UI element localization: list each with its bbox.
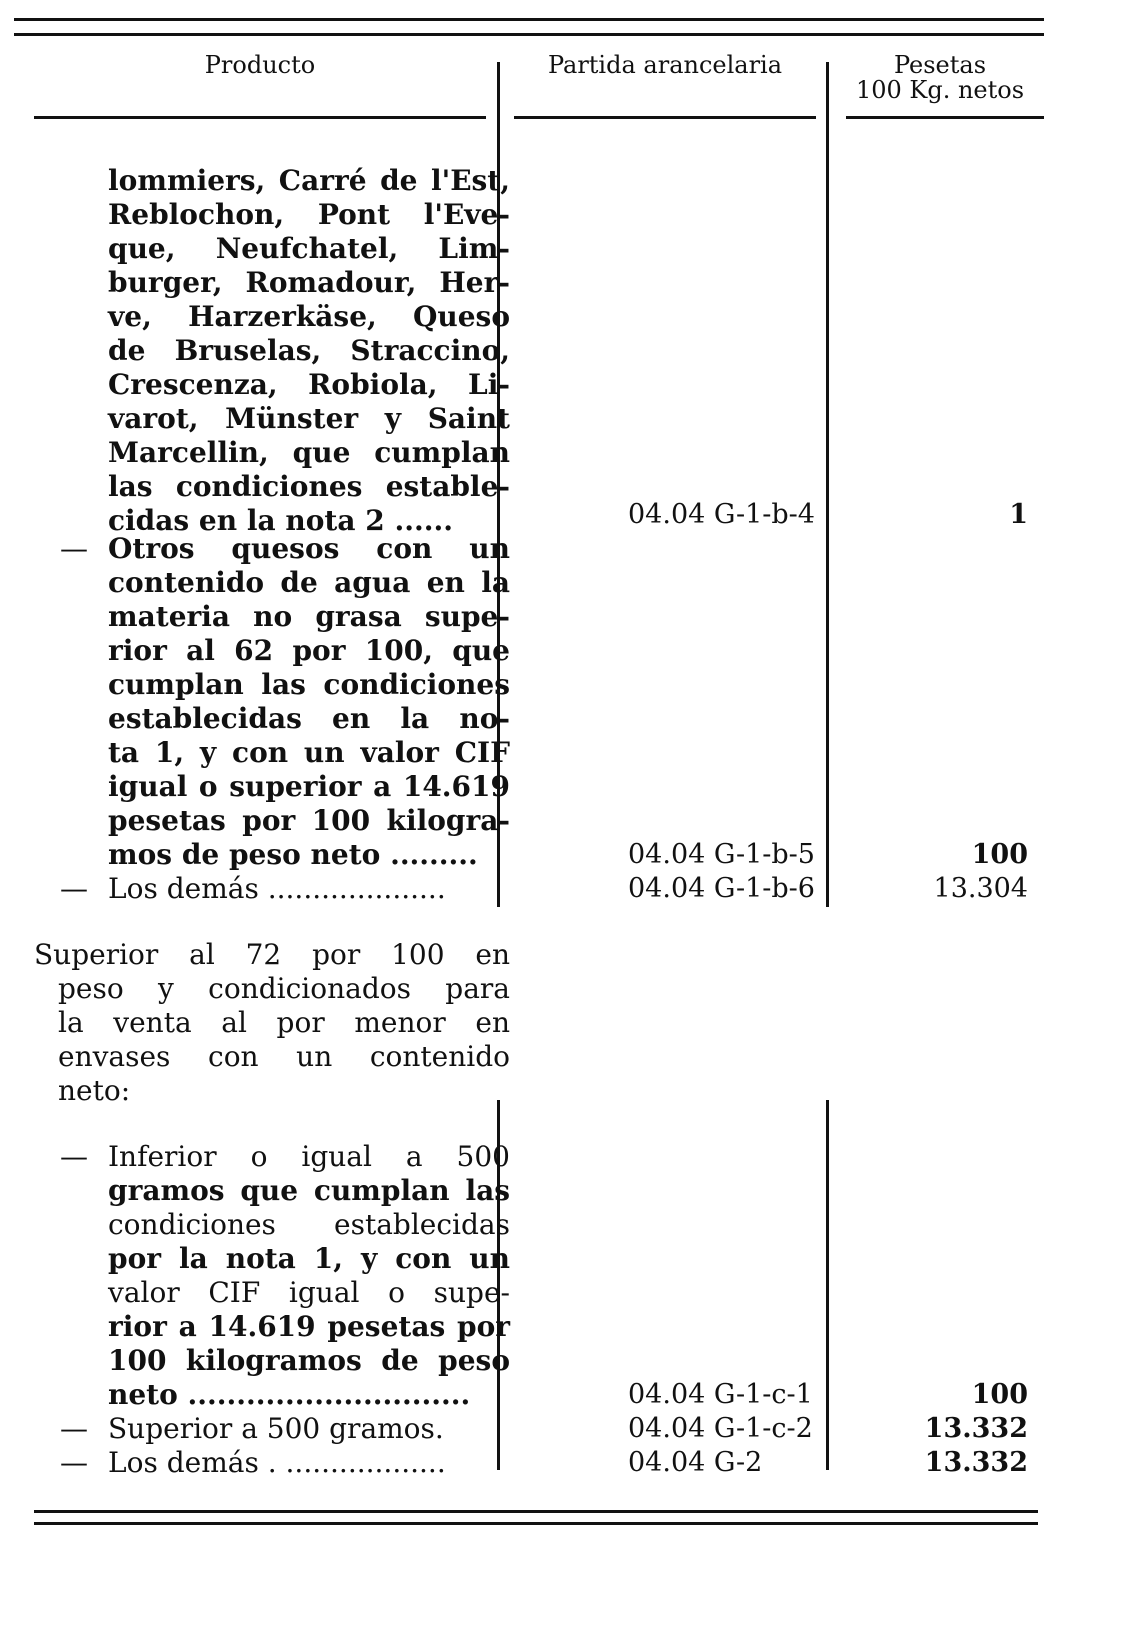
top-rule-2 [14,33,1044,36]
block4-line: peso y condicionados para [58,972,510,1005]
block6-text [60,1412,510,1446]
block5-line: neto ............................. [108,1378,471,1411]
bottom-rule-1 [34,1510,1038,1513]
block1-tariff: 04.04 G-1-b-4 [628,499,815,530]
block5-line: por la nota 1, y con un [108,1242,510,1275]
block5-value: 100 [971,1379,1028,1410]
block2-dash: — [60,532,88,565]
block3-value: 13.304 [933,873,1028,904]
header-pesetas-1: Pesetas [893,51,987,79]
header-underline-pesetas [846,116,1044,119]
block7-line: Los demás . .................. [108,1446,446,1479]
header-underline-product [34,116,486,119]
block1-line: Marcellin, que cumplan [108,436,510,469]
block4-line: Superior al 72 por 100 en [34,938,510,971]
block2-line: materia no grasa supe- [108,600,510,633]
block5-dash: — [60,1140,88,1173]
block1-line: las condiciones estable- [108,470,510,503]
header-tariff: Partida arancelaria [547,51,783,79]
block2-line: mos de peso neto ......... [108,838,478,871]
block2-line: rior al 62 por 100, que [108,634,510,667]
header-pesetas-2: 100 Kg. netos [855,76,1025,104]
block5-tariff: 04.04 G-1-c-1 [628,1379,813,1410]
block5-line: Inferior o igual a 500 [108,1140,510,1173]
block1-line: de Bruselas, Straccino, [108,334,510,367]
block1-line: burger, Romadour, Her- [108,266,510,299]
block7-text [60,1446,510,1480]
block6-dash: — [60,1412,88,1445]
block7-value: 13.332 [924,1447,1028,1478]
header-underline-tariff [514,116,816,119]
block5-line: valor CIF igual o supe- [108,1276,510,1309]
block2-line: ta 1, y con un valor CIF [108,736,510,769]
block1-text [108,164,510,538]
block2-line: pesetas por 100 kilogra- [108,804,510,837]
block1-value: 1 [1009,499,1028,530]
block2-line: establecidas en la no- [108,702,510,735]
block4-line: neto: [58,1074,131,1107]
block3-tariff: 04.04 G-1-b-6 [628,873,815,904]
block3-dash: — [60,872,88,905]
block5-line: 100 kilogramos de peso [108,1344,510,1377]
block2-line: contenido de agua en la [108,566,510,599]
block5-line: rior a 14.619 pesetas por [108,1310,510,1343]
block1-line: lommiers, Carré de l'Est, [108,164,510,197]
block1-line: Reblochon, Pont l'Eve- [108,198,510,231]
block1-line: cidas en la nota 2 ...... [108,504,453,537]
block5-text [60,1140,510,1412]
block2-text [60,532,510,872]
block1-line: ve, Harzerkäse, Queso [108,300,510,333]
block3-text [60,872,510,906]
block1-line: varot, Münster y Saint [108,402,510,435]
block6-value: 13.332 [924,1413,1028,1444]
block2-line: igual o superior a 14.619 [108,770,510,803]
divider-2b [826,1100,829,1470]
header-product: Producto [204,51,316,79]
block7-tariff: 04.04 G-2 [628,1447,763,1478]
block3-line: Los demás .................... [108,872,446,905]
block6-tariff: 04.04 G-1-c-2 [628,1413,813,1444]
top-rule-1 [14,18,1044,21]
block4-line: envases con un contenido [58,1040,510,1073]
block2-value: 100 [971,839,1028,870]
block2-tariff: 04.04 G-1-b-5 [628,839,815,870]
block4-line: la venta al por menor en [58,1006,510,1039]
block2-line: cumplan las condiciones [108,668,510,701]
block5-line: condiciones establecidas [108,1208,510,1241]
block1-line: que, Neufchatel, Lim- [108,232,510,265]
block4-text [34,938,510,1108]
block1-line: Crescenza, Robiola, Li- [108,368,510,401]
divider-2a [826,62,829,907]
block6-line: Superior a 500 gramos. [108,1412,444,1445]
block7-dash: — [60,1446,88,1479]
block5-line: gramos que cumplan las [108,1174,510,1207]
bottom-rule-2 [34,1522,1038,1525]
block2-line: Otros quesos con un [108,532,510,565]
